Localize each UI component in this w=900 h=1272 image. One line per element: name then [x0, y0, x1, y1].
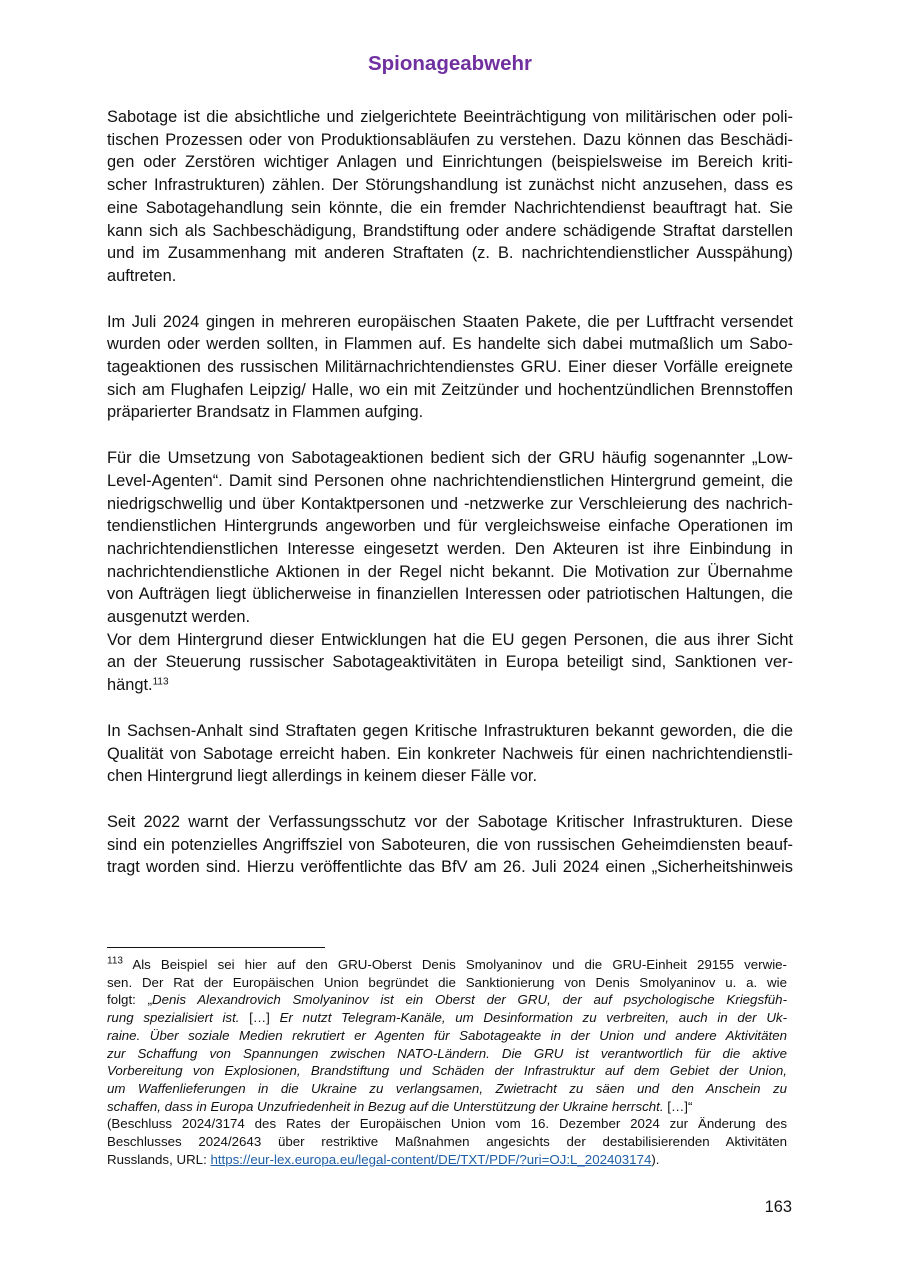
quote-fragment: zur Schaffung von Spannungen zwischen NATO-Ländern. Die GRU ist verantwortlich für die aktive [107, 1045, 787, 1061]
footnote-line: (Beschluss 2024/3174 des Rates der Europäischen Union vom 16. Dezember 2024 zur Änderung des [107, 1116, 787, 1132]
text-line: kann sich als Sachbeschädigung, Brandstiftung oder andere schädigende Straftat darstellen [107, 221, 793, 240]
text-line [107, 674, 793, 697]
footnote-line [107, 956, 787, 974]
text-line: eine Sabotagehandlung sein könnte, die ein fremder Nachrichtendienst beauftragt hat. Sie [107, 198, 793, 217]
paragraph-july-2024-incidents [107, 311, 793, 425]
footnote-line: sen. Der Rat der Europäischen Union begründet die Sanktionierung von Denis Smolyaninov u. a. wie [107, 974, 787, 990]
text-line: tageaktionen des russischen Militärnachrichtendienstes GRU. Einer dieser Vorfälle ereignete [107, 358, 793, 377]
quote-fragment: rung spezialisiert ist. [107, 1010, 240, 1026]
text-line: wurden oder werden sollten, in Flammen auf. Es handelte sich dabei mutmaßlich um Sabo- [107, 335, 793, 354]
page-number: 163 [764, 1198, 792, 1216]
eur-lex-link[interactable]: https://eur-lex.europa.eu/legal-content/DE/TXT/PDF/?uri=OJ:L_202403174 [210, 1151, 652, 1167]
text-line: Im Juli 2024 gingen in mehreren europäischen Staaten Pakete, die per Luftfracht versendet [107, 312, 793, 331]
footnote-line: Beschlusses 2024/2643 über restriktive Maßnahmen angesichts der destabilisierenden Aktivitäten [107, 1134, 787, 1150]
footnote-line [107, 1098, 787, 1116]
text-line: tragt worden sind. Hierzu veröffentlichte das BfV am 26. Juli 2024 einen „Sicherheitshinweis [107, 858, 793, 877]
text-fragment: Russlands, URL: [107, 1151, 211, 1167]
quote-fragment: Vorbereitung von Explosionen, Brandstiftung und Schäden der Infrastruktur auf dem Gebiet der Union, [107, 1063, 787, 1079]
text-fragment: Als Beispiel sei hier auf den GRU-Oberst Denis Smolyaninov und die GRU-Einheit 29155 verwie- [122, 957, 787, 972]
quote-fragment: Denis Alexandrovich Smolyaninov ist ein Oberst der GRU, der auf psychologische Kriegsfüh- [152, 992, 788, 1008]
text-fragment: ). [651, 1151, 660, 1167]
paragraph-eu-sanctions [107, 629, 793, 697]
quote-fragment: schaffen, dass in Europa Unzufriedenheit in Bezug auf die Unterstützung der Ukraine herrscht. [107, 1098, 664, 1114]
text-line: nachrichtendienstlichen Interesse eingesetzt werden. Den Akteuren ist ihre Einbindung in [107, 539, 793, 558]
text-line: Sabotage ist die absichtliche und zielgerichtete Beeinträchtigung von militärischen oder poli- [107, 108, 793, 126]
text-line: Qualität von Sabotage erreicht haben. Ein konkreter Nachweis für einen nachrichtendienstli- [107, 744, 793, 763]
text-line: Für die Umsetzung von Sabotageaktionen bedient sich der GRU häufig sogenannter „Low- [107, 449, 793, 468]
footnote-line [107, 1080, 787, 1098]
ellipsis-fragment: […] [239, 1010, 280, 1026]
text-line: von Aufträgen liegt üblicherweise in finanziellen Interessen oder patriotischen Haltungen, die [107, 585, 793, 604]
paragraph-low-level-agents [107, 447, 793, 629]
footnote-113 [107, 956, 787, 1168]
footnote-line [107, 1151, 787, 1169]
text-line: scher Infrastrukturen) zählen. Der Störungshandlung ist zunächst nicht anzusehen, dass es [107, 176, 793, 195]
footnote-line [107, 1027, 787, 1045]
text-line: ausgenutzt werden. [107, 608, 251, 627]
text-line: präparierter Brandsatz in Flammen aufging. [107, 403, 424, 422]
quote-fragment: raine. Über soziale Medien rekrutiert er Agenten für Sabotageakte in der Union und andere Aktivitäten [107, 1027, 787, 1043]
body-text [107, 106, 793, 902]
text-line: sich am Flughafen Leipzig/ Halle, wo ein mit Zeitzünder und hochentzündlichen Brennstoffen [107, 380, 793, 399]
paragraph-verfassungsschutz-warning [107, 811, 793, 879]
text-line: Level-Agenten“. Damit sind Personen ohne nachrichtendienstlichen Hintergrund gemeint, die [107, 471, 793, 490]
paragraph-sabotage-definition [107, 106, 793, 288]
text-line: tischen Prozessen oder von Produktionsabläufen zu verstehen. Dazu können das Beschädi- [107, 130, 793, 149]
text-line: auftreten. [107, 266, 177, 285]
footnote-line [107, 1009, 787, 1027]
text-line: niedrigschwellig und über Kontaktpersonen und -netzwerke zur Verschleierung des nachrich- [107, 494, 793, 513]
footnote-number: 113 [107, 955, 123, 967]
text-line: Vor dem Hintergrund dieser Entwicklungen hat die EU gegen Personen, die aus ihrer Sicht [107, 630, 793, 649]
text-line: nachrichtendienstliche Aktionen in der Regel nicht bekannt. Die Motivation zur Übernahme [107, 562, 793, 581]
text-line: gen oder Zerstören wichtiger Anlagen und Einrichtungen (beispielsweise im Bereich kriti- [107, 153, 793, 172]
text-line: und im Zusammenhang mit anderen Straftaten (z. B. nachrichtendienstlicher Ausspähung) [107, 244, 793, 263]
footnote-separator [107, 947, 325, 948]
quote-fragment: um Waffenlieferungen in die Ukraine zu verlangsamen, Zwietracht zu säen und den Anschein zu [107, 1080, 787, 1096]
footnote-line [107, 991, 787, 1009]
text-line: an der Steuerung russischer Sabotageaktivitäten in Europa beteiligt sind, Sanktionen ver- [107, 653, 793, 672]
text-fragment: […]“ [663, 1098, 693, 1114]
text-line: Seit 2022 warnt der Verfassungsschutz vor der Sabotage Kritischer Infrastrukturen. Diese [107, 812, 793, 831]
paragraph-sachsen-anhalt [107, 720, 793, 788]
quote-fragment: Er nutzt Telegram-Kanäle, um Desinformation zu verbreiten, auch in der Uk- [279, 1010, 787, 1026]
text-line: sind ein potenzielles Angriffsziel von Saboteuren, die von russischen Geheimdiensten beauf- [107, 835, 793, 854]
text-fragment: hängt. [107, 676, 153, 695]
footnote-line [107, 1045, 787, 1063]
text-fragment: folgt: „ [107, 992, 153, 1008]
text-line: In Sachsen-Anhalt sind Straftaten gegen Kritische Infrastrukturen bekannt geworden, die die [107, 721, 793, 740]
footnote-reference: 113 [152, 676, 169, 688]
footnote-line [107, 1062, 787, 1080]
text-line: tendienstlichen Hintergrunds angeworben und für vergleichsweise einfache Operationen im [107, 517, 793, 536]
page-title: Spionageabwehr [367, 52, 533, 75]
text-line: chen Hintergrund liegt allerdings in keinem dieser Fälle vor. [107, 767, 538, 786]
